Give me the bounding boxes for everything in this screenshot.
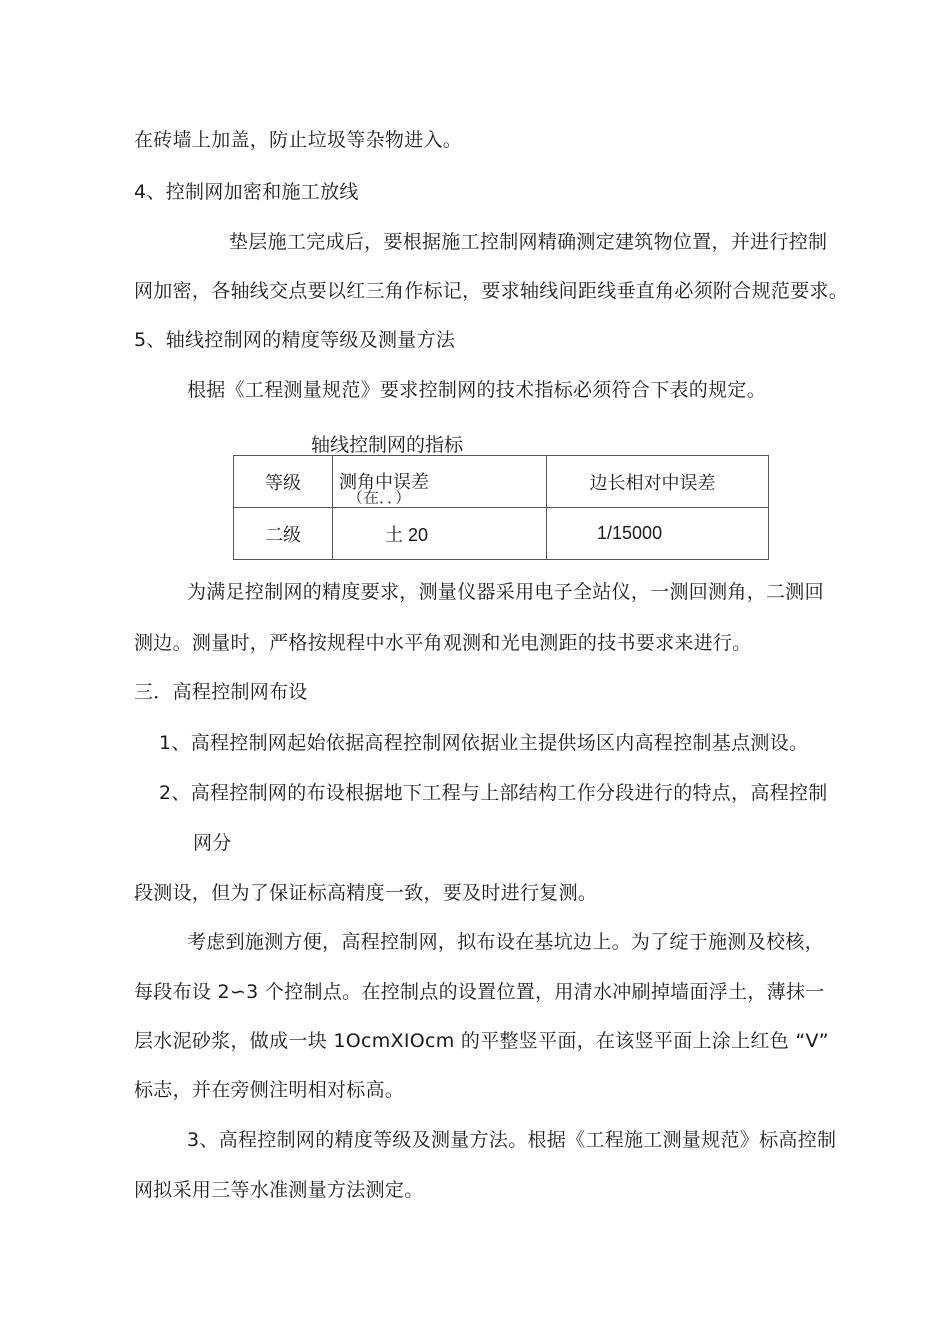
paragraph-text: 测边。测量时，严格按规程中水平角观测和光电测距的技书要求来进行。 xyxy=(134,632,752,654)
paragraph-text: 考虑到施测方便，高程控制网，拟布设在基坑边上。为了绽于施测及校核， xyxy=(187,931,824,953)
paragraph-text: 为满足控制网的精度要求，测量仪器采用电子全站仪，一测回测角，二测回 xyxy=(187,581,824,603)
table-header-row xyxy=(234,456,769,508)
section-heading: 4、控制网加密和施工放线 xyxy=(134,181,359,203)
paragraph-text: 每段布设 2∽3 个控制点。在控制点的设置位置，用清水冲刷掉墙面浮土，薄抹一 xyxy=(134,981,825,1003)
table-caption: 轴线控制网的指标 xyxy=(311,434,464,456)
list-item: 1、高程控制网起始依据高程控制网依据业主提供场区内高程控制基点测设。 xyxy=(159,732,809,754)
cell-angle-error: 土 20 xyxy=(333,508,547,560)
header-grade: 等级 xyxy=(234,456,333,508)
paragraph-text: 标志，并在旁侧注明相对标高。 xyxy=(134,1079,405,1101)
header-side-error: 边长相对中误差 xyxy=(547,456,769,508)
cell-grade: 二级 xyxy=(234,508,333,560)
header-angle-error-line1: 测角中误差 xyxy=(339,472,430,493)
paragraph-text: 在砖墙上加盖，防止垃圾等杂物进入。 xyxy=(134,129,463,151)
section-heading: 三．高程控制网布设 xyxy=(134,681,308,703)
list-item-continuation: 网分 xyxy=(193,832,232,854)
paragraph-text: 根据《工程测量规范》要求控制网的技术指标必须符合下表的规定。 xyxy=(187,379,767,401)
list-item: 3、高程控制网的精度等级及测量方法。根据《工程施工测量规范》标高控制 xyxy=(187,1129,837,1151)
list-item: 2、高程控制网的布设根据地下工程与上部结构工作分段进行的特点，高程控制 xyxy=(159,782,828,804)
paragraph-text: 垫层施工完成后，要根据施工控制网精确测定建筑物位置，并进行控制 xyxy=(229,231,828,253)
cell-side-error: 1/15000 xyxy=(547,508,769,560)
control-network-table xyxy=(233,455,769,560)
paragraph-text: 段测设，但为了保证标高精度一致，要及时进行复测。 xyxy=(134,882,598,904)
paragraph-text: 网加密，各轴线交点要以红三角作标记，要求轴线间距线垂直角必须附合规范要求。 xyxy=(134,280,849,302)
header-angle-error-line2: （在．．） xyxy=(347,490,412,504)
paragraph-text: 层水泥砂浆，做成一块 1OcmXIOcm 的平整竖平面，在该竖平面上涂上红色 “V” xyxy=(134,1030,829,1052)
header-angle-error xyxy=(333,456,547,508)
table-row xyxy=(234,508,769,560)
section-heading: 5、轴线控制网的精度等级及测量方法 xyxy=(134,329,456,351)
paragraph-text: 网拟采用三等水准测量方法测定。 xyxy=(134,1179,424,1201)
